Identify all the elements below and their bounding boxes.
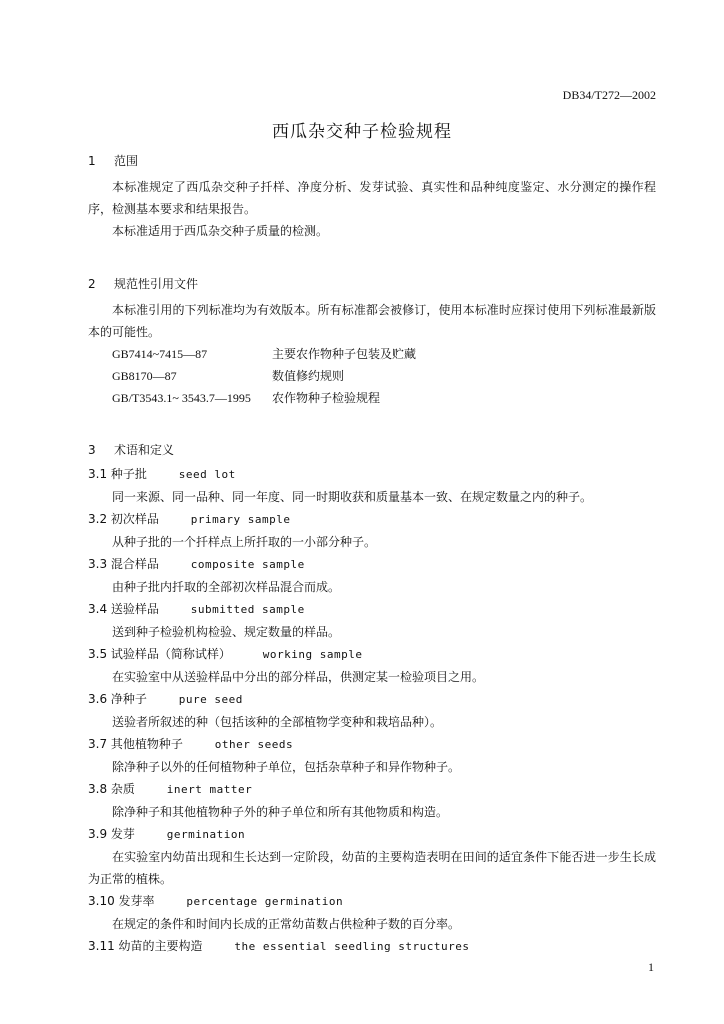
- term-number: 3.1: [88, 467, 108, 481]
- section-heading: [88, 150, 656, 172]
- term-definition: 在规定的条件和时间内长成的正常幼苗数占供检种子数的百分率。: [112, 917, 461, 931]
- reference-name: 数值修约规则: [272, 369, 345, 383]
- term-heading: [88, 823, 656, 846]
- reference-code: GB8170—87: [112, 369, 177, 383]
- term-definition: 同一来源、同一品种、同一年度、同一时期收获和质量基本一致、在规定数量之内的种子。: [112, 490, 593, 504]
- term-heading: [88, 643, 656, 666]
- term-chinese: 发芽: [110, 827, 135, 841]
- term-english: germination: [166, 828, 246, 841]
- reference-name: 农作物种子检验规程: [272, 391, 381, 405]
- section-title: 范围: [114, 154, 139, 168]
- paragraph: 本标准规定了西瓜杂交种子扦样、净度分析、发芽试验、真实性和品种纯度鉴定、水分测定的操作程序，检测基本要求和结果报告。: [88, 180, 656, 216]
- section-title: 术语和定义: [114, 443, 175, 457]
- term-chinese: 混合样品: [110, 557, 159, 571]
- term-number: 3.9: [88, 827, 108, 841]
- term-english: composite sample: [190, 558, 305, 571]
- term-english: seed lot: [178, 468, 236, 481]
- term-number: 3.4: [88, 602, 108, 616]
- term-definition: 在实验室内幼苗出现和生长达到一定阶段，幼苗的主要构造表明在田间的适宜条件下能否进一步生长成为正常的植株。: [88, 850, 656, 886]
- term-chinese: 幼苗的主要构造: [118, 939, 203, 953]
- section-terms-definitions: [88, 439, 656, 958]
- term-heading: [88, 890, 656, 913]
- term-heading: [88, 508, 656, 531]
- term-definition: 从种子批的一个扦样点上所扦取的一小部分种子。: [112, 535, 377, 549]
- term-definition: 除净种子以外的任何植物种子单位，包括杂草种子和异作物种子。: [112, 760, 461, 774]
- page-number: 1: [648, 960, 654, 974]
- term-number: 3.6: [88, 692, 108, 706]
- term-definition: 在实验室中从送验样品中分出的部分样品，供测定某一检验项目之用。: [112, 670, 485, 684]
- paragraph: 本标准适用于西瓜杂交种子质量的检测。: [112, 224, 329, 238]
- term-number: 3.7: [88, 737, 108, 751]
- section-scope: [88, 150, 656, 242]
- section-number: 2: [88, 277, 96, 291]
- document-title: 西瓜杂交种子检验规程: [272, 122, 452, 142]
- section-heading: [88, 273, 656, 295]
- term-definition: 除净种子和其他植物种子外的种子单位和所有其他物质和构造。: [112, 805, 449, 819]
- term-english: primary sample: [190, 513, 291, 526]
- term-chinese: 试验样品（简称试样）: [110, 647, 231, 661]
- term-number: 3.8: [88, 782, 108, 796]
- term-number: 3.10: [88, 894, 115, 908]
- paragraph: 本标准引用的下列标准均为有效版本。所有标准都会被修订，使用本标准时应探讨使用下列标准最新版本的可能性。: [88, 303, 656, 339]
- term-chinese: 初次样品: [110, 512, 159, 526]
- term-number: 3.11: [88, 939, 115, 953]
- term-english: pure seed: [178, 693, 243, 706]
- reference-row: [88, 343, 656, 365]
- term-chinese: 送验样品: [110, 602, 159, 616]
- term-heading: [88, 935, 656, 958]
- term-english: working sample: [262, 648, 363, 661]
- section-number: 1: [88, 154, 96, 168]
- term-heading: [88, 463, 656, 486]
- standard-number: DB34/T272—2002: [562, 88, 656, 102]
- reference-code: GB/T3543.1~ 3543.7—1995: [112, 391, 251, 405]
- section-number: 3: [88, 443, 96, 457]
- section-normative-references: [88, 273, 656, 409]
- section-title: 规范性引用文件: [114, 277, 199, 291]
- term-chinese: 杂质: [110, 782, 135, 796]
- reference-name: 主要农作物种子包装及贮藏: [272, 347, 417, 361]
- reference-row: [88, 365, 656, 387]
- term-chinese: 其他植物种子: [110, 737, 183, 751]
- term-heading: [88, 688, 656, 711]
- term-heading: [88, 553, 656, 576]
- term-heading: [88, 778, 656, 801]
- term-number: 3.2: [88, 512, 108, 526]
- term-english: other seeds: [214, 738, 294, 751]
- term-chinese: 净种子: [110, 692, 147, 706]
- term-definition: 送到种子检验机构检验、规定数量的样品。: [112, 625, 341, 639]
- term-english: percentage germination: [186, 895, 344, 908]
- term-english: the essential seedling structures: [234, 940, 470, 953]
- term-number: 3.5: [88, 647, 108, 661]
- section-heading: [88, 439, 656, 461]
- reference-code: GB7414~7415—87: [112, 347, 208, 361]
- term-definition: 由种子批内扦取的全部初次样品混合而成。: [112, 580, 341, 594]
- term-heading: [88, 733, 656, 756]
- term-english: inert matter: [166, 783, 253, 796]
- term-definition: 送验者所叙述的种（包括该种的全部植物学变种和栽培品种）。: [112, 715, 443, 729]
- term-heading: [88, 598, 656, 621]
- term-chinese: 种子批: [110, 467, 147, 481]
- reference-row: [88, 387, 656, 409]
- term-number: 3.3: [88, 557, 108, 571]
- term-english: submitted sample: [190, 603, 305, 616]
- term-chinese: 发芽率: [118, 894, 155, 908]
